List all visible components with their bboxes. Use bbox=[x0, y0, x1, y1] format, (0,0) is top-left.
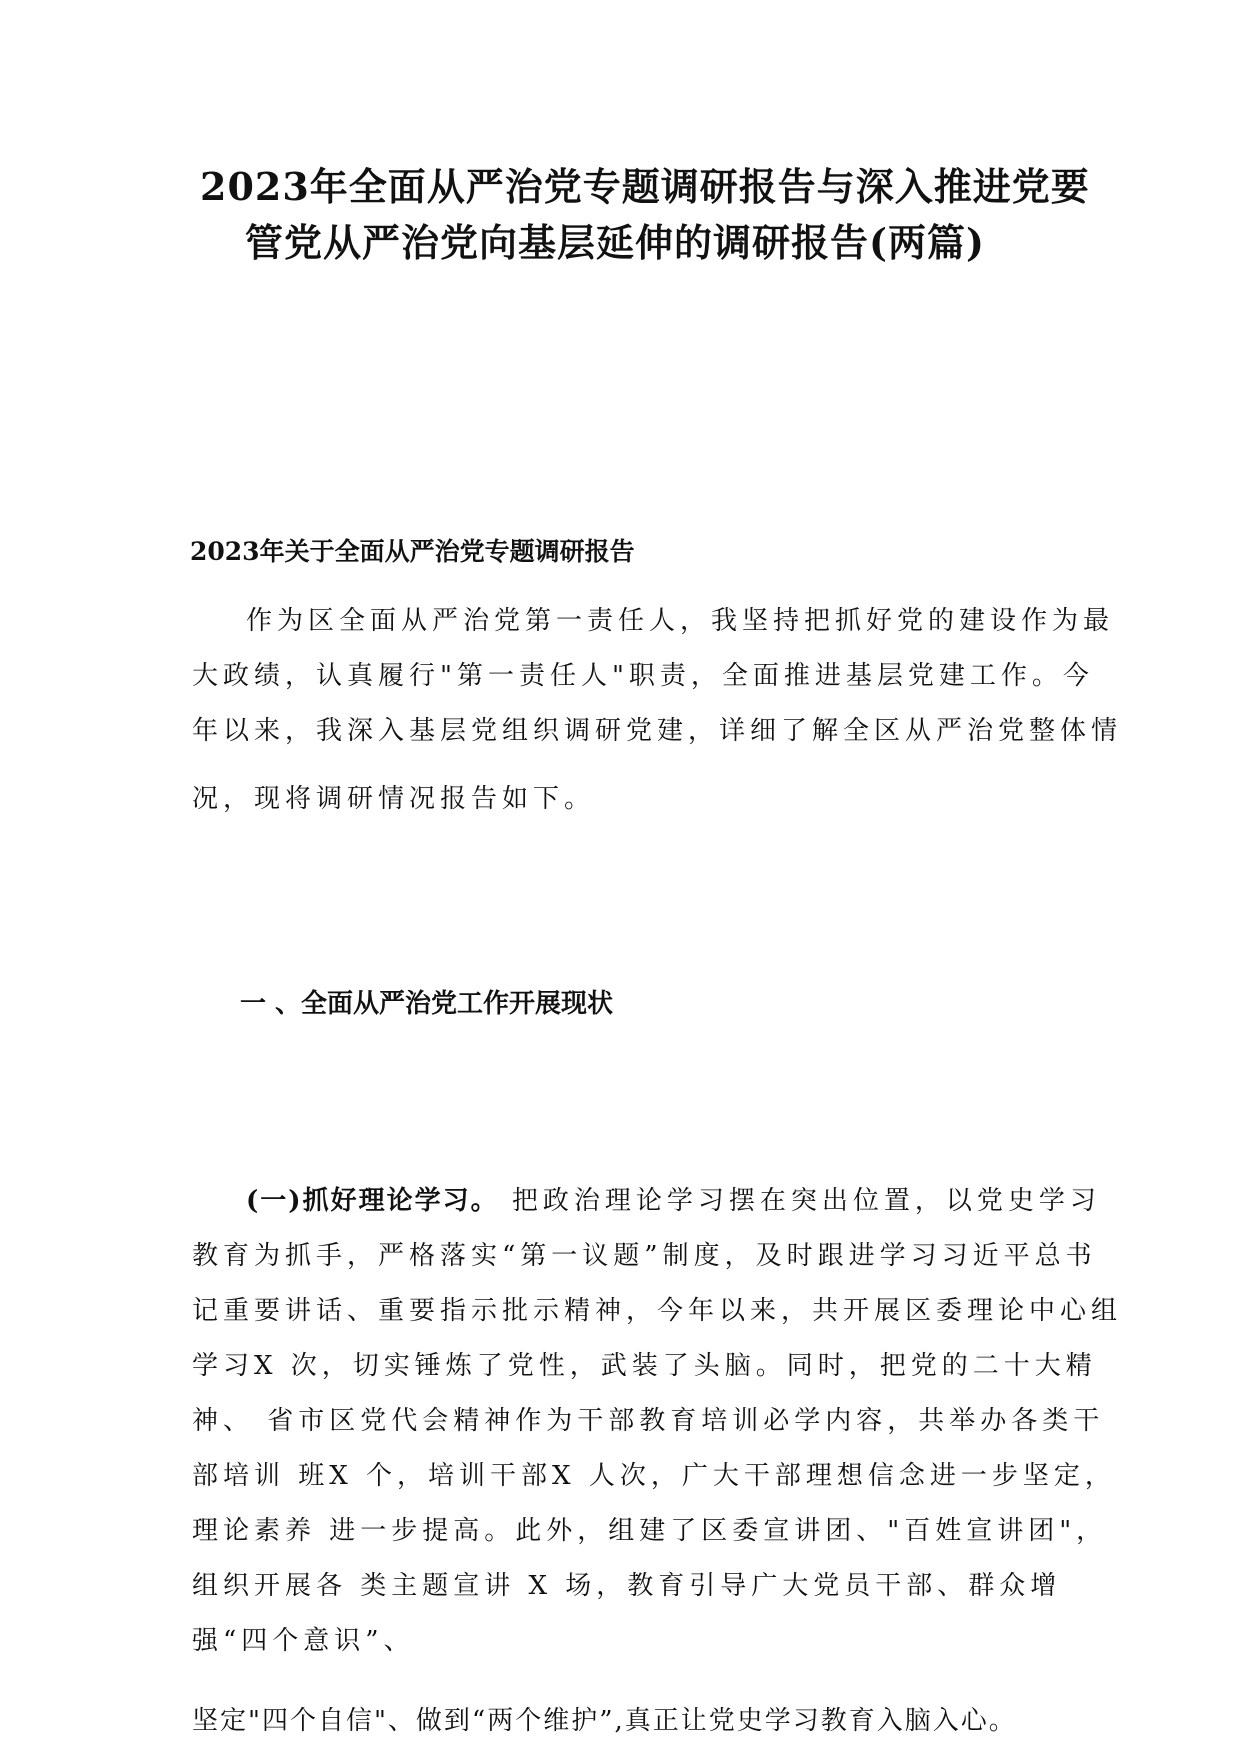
intro-line: 年以来，我深入基层党组织调研党建，详细了解全区从严治党整体情 bbox=[192, 716, 1123, 746]
paragraph-line: 学习X 次，切实锤炼了党性，武装了头脑。同时，把党的二十大精 bbox=[192, 1351, 1097, 1381]
paragraph-line: 教育为抓手，严格落实“第一议题”制度，及时跟进学习习近平总书 bbox=[192, 1241, 1097, 1271]
report-subheading: 2023年关于全面从严治党专题调研报告 bbox=[190, 537, 635, 566]
document-title-line-2: 管党从严治党向基层延伸的调研报告(两篇) bbox=[245, 220, 985, 265]
paragraph-line: 理论素养 进一步提高。此外，组建了区委宣讲团、"百姓宣讲团"， bbox=[192, 1516, 1108, 1546]
paragraph-line: 强“四个意识”、 bbox=[192, 1626, 415, 1656]
paragraph-line: 部培训 班X 个，培训干部X 人次，广大干部理想信念进一步坚定， bbox=[192, 1461, 1116, 1491]
intro-line: 况，现将调研情况报告如下。 bbox=[192, 784, 596, 814]
intro-line: 作为区全面从严治党第一责任人，我坚持把抓好党的建设作为最 bbox=[246, 606, 1115, 636]
paragraph-first-line bbox=[246, 1180, 1101, 1217]
paragraph-line: 坚定"四个自信"、做到“两个维护”,真正让党史学习教育入脑入心。 bbox=[192, 1706, 1017, 1736]
section-heading: 一 、全面从严治党工作开展现状 bbox=[240, 989, 614, 1019]
paragraph-line: 组织开展各 类主题宣讲 X 场，教育引导广大党员干部、群众增 bbox=[192, 1571, 1062, 1601]
document-title-line-1: 2023年全面从严治党专题调研报告与深入推进党要 bbox=[200, 164, 1090, 209]
intro-line: 大政绩，认真履行"第一责任人"职责，全面推进基层党建工作。今 bbox=[192, 661, 1094, 691]
paragraph-lead-heading: (一)抓好理论学习。 bbox=[246, 1186, 499, 1216]
paragraph-line: 记重要讲话、重要指示批示精神，今年以来，共开展区委理论中心组 bbox=[192, 1296, 1123, 1326]
paragraph-first-line-text: 把政治理论学习摆在突出位置，以党史学习 bbox=[498, 1186, 1101, 1216]
paragraph-line: 神、 省市区党代会精神作为干部教育培训必学内容，共举办各类干 bbox=[192, 1406, 1105, 1436]
